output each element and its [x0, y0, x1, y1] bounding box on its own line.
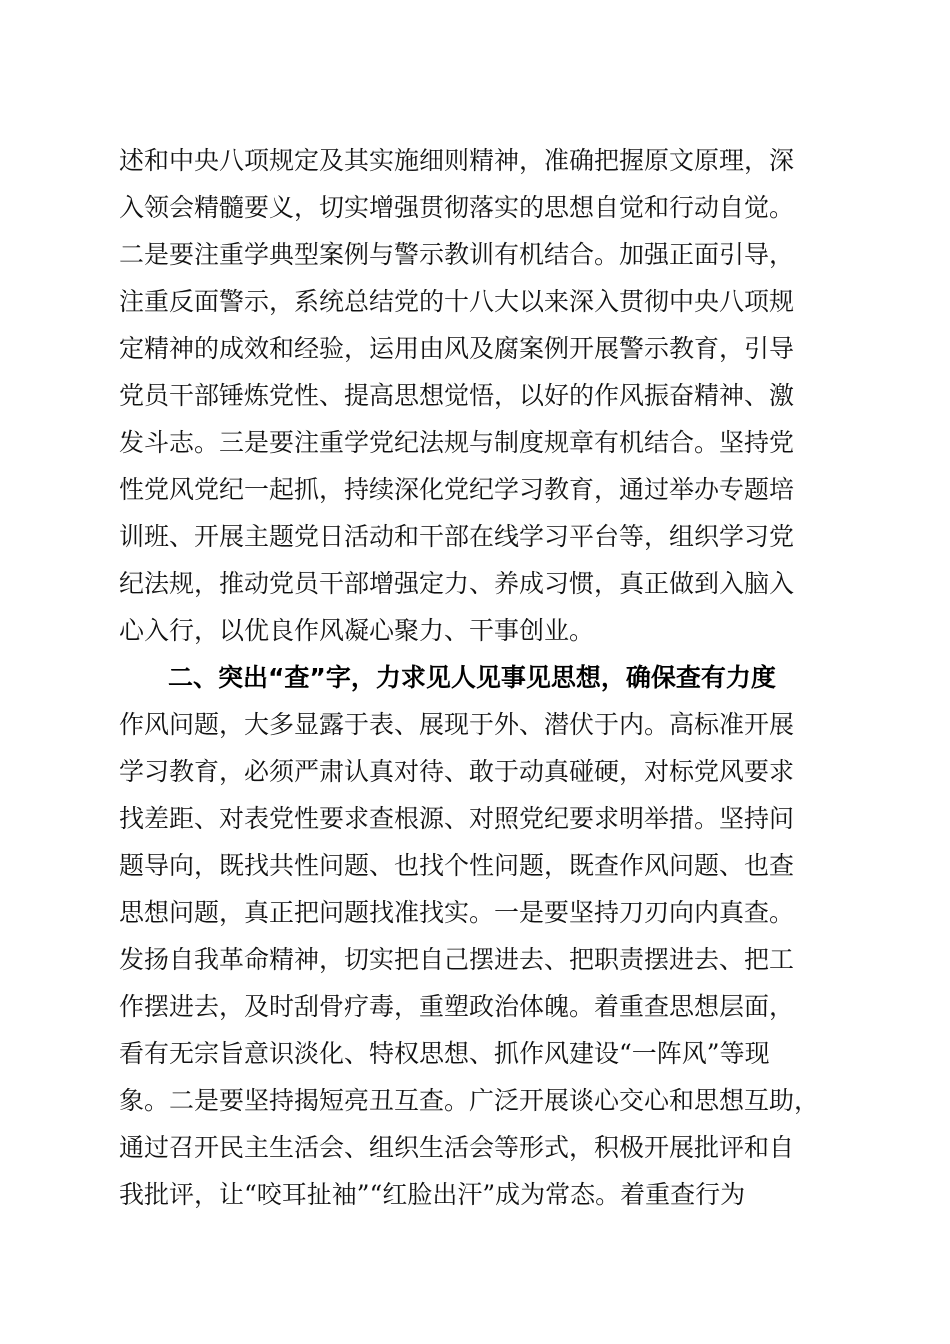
paragraph-line: 注重反面警示，系统总结党的十八大以来深入贯彻中央八项规 [119, 287, 795, 316]
paragraph-line: 我批评，让“咬耳扯袖”“红脸出汗”成为常态。着重查行为 [119, 1180, 746, 1209]
paragraph-line: 定精神的成效和经验，运用由风及腐案例开展警示教育，引导 [119, 334, 795, 363]
section-heading: 二、突出“查”字，力求见人见事见思想，确保查有力度 [168, 663, 776, 692]
paragraph-line: 找差距、对表党性要求查根源、对照党纪要求明举措。坚持问 [119, 804, 795, 833]
paragraph-line: 看有无宗旨意识淡化、特权思想、抓作风建设“一阵风”等现 [119, 1039, 770, 1068]
paragraph-line: 学习教育，必须严肃认真对待、敢于动真碰硬，对标党风要求 [119, 757, 795, 786]
paragraph-line: 思想问题，真正把问题找准找实。一是要坚持刀刃向内真查。 [119, 898, 795, 927]
paragraph-line: 训班、开展主题党日活动和干部在线学习平台等，组织学习党 [119, 522, 795, 551]
paragraph-line: 述和中央八项规定及其实施细则精神，准确把握原文原理，深 [119, 146, 795, 175]
paragraph-line: 纪法规，推动党员干部增强定力、养成习惯，真正做到入脑入 [119, 569, 795, 598]
paragraph-line: 作摆进去，及时刮骨疗毒，重塑政治体魄。着重查思想层面， [119, 992, 795, 1021]
paragraph-line: 通过召开民主生活会、组织生活会等形式，积极开展批评和自 [119, 1133, 795, 1162]
paragraph-line: 党员干部锤炼党性、提高思想觉悟，以好的作风振奋精神、激 [119, 381, 795, 410]
paragraph-line: 发扬自我革命精神，切实把自己摆进去、把职责摆进去、把工 [119, 945, 795, 974]
paragraph-line: 作风问题，大多显露于表、展现于外、潜伏于内。高标准开展 [119, 710, 795, 739]
paragraph-line: 性党风党纪一起抓，持续深化党纪学习教育，通过举办专题培 [119, 475, 795, 504]
paragraph-line: 入领会精髓要义，切实增强贯彻落实的思想自觉和行动自觉。 [119, 193, 795, 222]
paragraph-line: 象。二是要坚持揭短亮丑互查。广泛开展谈心交心和思想互助， [119, 1086, 820, 1115]
paragraph-line: 题导向，既找共性问题、也找个性问题，既查作风问题、也查 [119, 851, 795, 880]
paragraph-line: 发斗志。三是要注重学党纪法规与制度规章有机结合。坚持党 [119, 428, 795, 457]
paragraph-line: 二是要注重学典型案例与警示教训有机结合。加强正面引导， [119, 240, 795, 269]
paragraph-line: 心入行，以优良作风凝心聚力、干事创业。 [119, 616, 595, 645]
